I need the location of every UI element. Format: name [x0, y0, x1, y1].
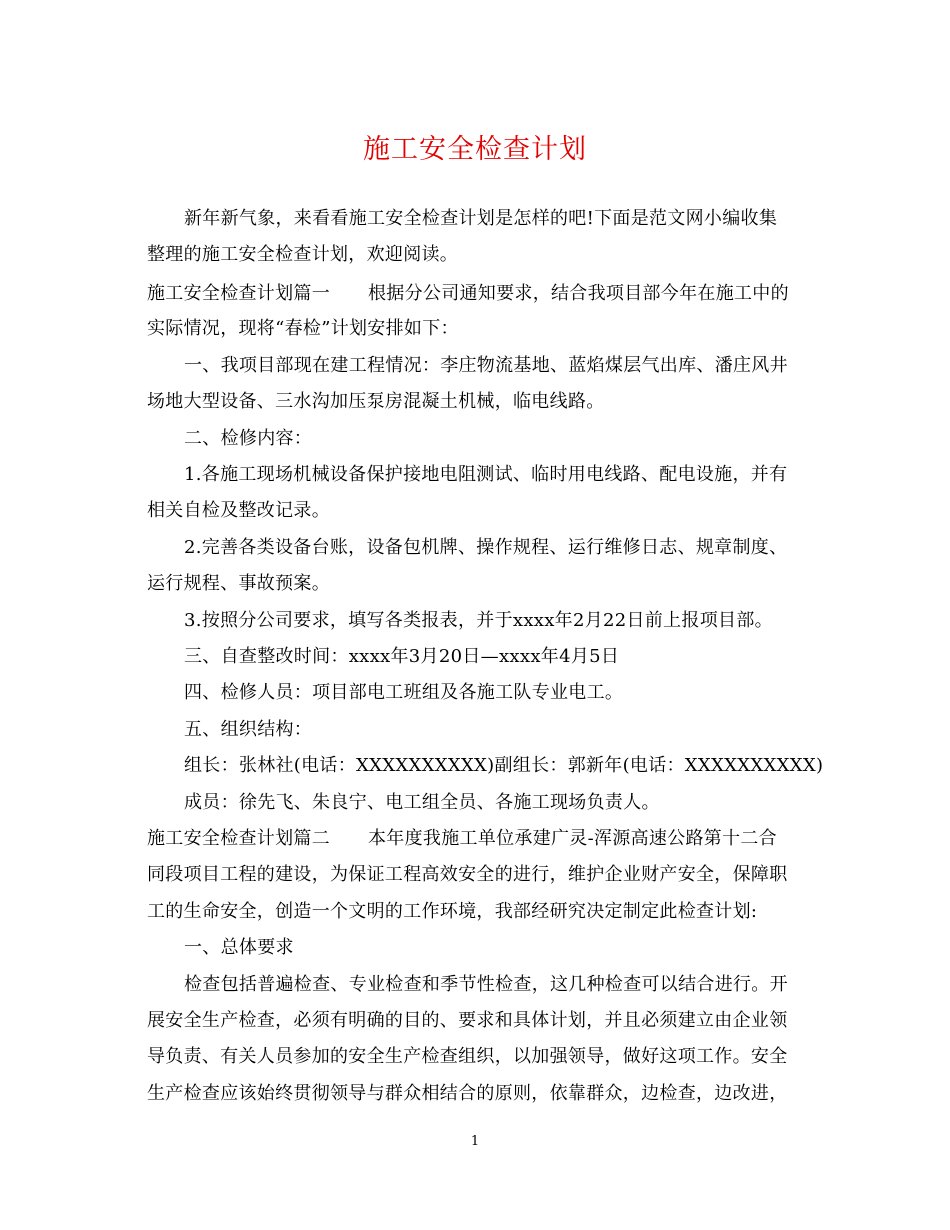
paragraph-line: 检查包括普遍检查、专业检查和季节性检查，这几种检查可以结合进行。开 — [184, 974, 788, 995]
paragraph-text: 本年度我施工单位承建广灵-浑源高速公路第十二合 — [368, 828, 777, 849]
paragraph-line: 新年新气象，来看看施工安全检查计划是怎样的吧!下面是范文网小编收集 — [184, 208, 778, 229]
paragraph-line: 一、我项目部现在建工程情况：李庄物流基地、蓝焰煤层气出库、潘庄风井 — [184, 355, 788, 376]
document-title: 施工安全检查计划 — [363, 134, 587, 165]
page-number: 1 — [470, 1134, 480, 1149]
section-heading: 施工安全检查计划篇一 — [147, 283, 330, 304]
section-heading-line — [147, 826, 777, 852]
paragraph-line: 三、自查整改时间：xxxx年3月20日—xxxx年4月5日 — [184, 646, 620, 667]
paragraph-line: 生产检查应该始终贯彻领导与群众相结合的原则，依靠群众，边检查，边改进， — [147, 1083, 788, 1104]
paragraph-line: 四、检修人员：项目部电工班组及各施工队专业电工。 — [184, 682, 624, 703]
paragraph-line: 二、检修内容： — [184, 428, 313, 449]
paragraph-line: 运行规程、事故预案。 — [147, 573, 330, 594]
paragraph-line: 2.完善各类设备台账，设备包机牌、操作规程、运行维修日志、规章制度、 — [184, 537, 788, 558]
paragraph-line: 一、总体要求 — [184, 937, 294, 958]
paragraph-line: 实际情况，现将“春检”计划安排如下： — [147, 318, 459, 339]
section-heading: 施工安全检查计划篇二 — [147, 828, 330, 849]
paragraph-line: 3.按照分公司要求，填写各类报表，并于xxxx年2月22日前上报项目部。 — [184, 610, 773, 631]
paragraph-line: 相关自检及整改记录。 — [147, 500, 330, 521]
paragraph-line: 场地大型设备、三水沟加压泵房混凝土机械，临电线路。 — [147, 391, 605, 412]
paragraph-line: 组长：张林社(电话：XXXXXXXXXX)副组长：郭新年(电话：XXXXXXXXXX) — [184, 755, 824, 776]
paragraph-text: 根据分公司通知要求，结合我项目部今年在施工中的 — [368, 283, 789, 304]
paragraph-line: 1.各施工现场机械设备保护接地电阻测试、临时用电线路、配电设施，并有 — [184, 464, 788, 485]
paragraph-line: 展安全生产检查，必须有明确的目的、要求和具体计划，并且必须建立由企业领 — [147, 1010, 788, 1031]
paragraph-line: 工的生命安全，创造一个文明的工作环境，我部经研究决定制定此检查计划: — [147, 901, 758, 922]
paragraph-line: 整理的施工安全检查计划，欢迎阅读。 — [147, 244, 459, 265]
paragraph-line: 成员：徐先飞、朱良宁、电工组全员、各施工现场负责人。 — [184, 792, 660, 813]
paragraph-line: 同段项目工程的建设，为保证工程高效安全的进行，维护企业财产安全，保障职 — [147, 864, 788, 885]
section-heading-line — [147, 281, 789, 307]
paragraph-line: 导负责、有关人员参加的安全生产检查组织，以加强领导，做好这项工作。安全 — [147, 1046, 788, 1067]
paragraph-line: 五、组织结构： — [184, 719, 313, 740]
